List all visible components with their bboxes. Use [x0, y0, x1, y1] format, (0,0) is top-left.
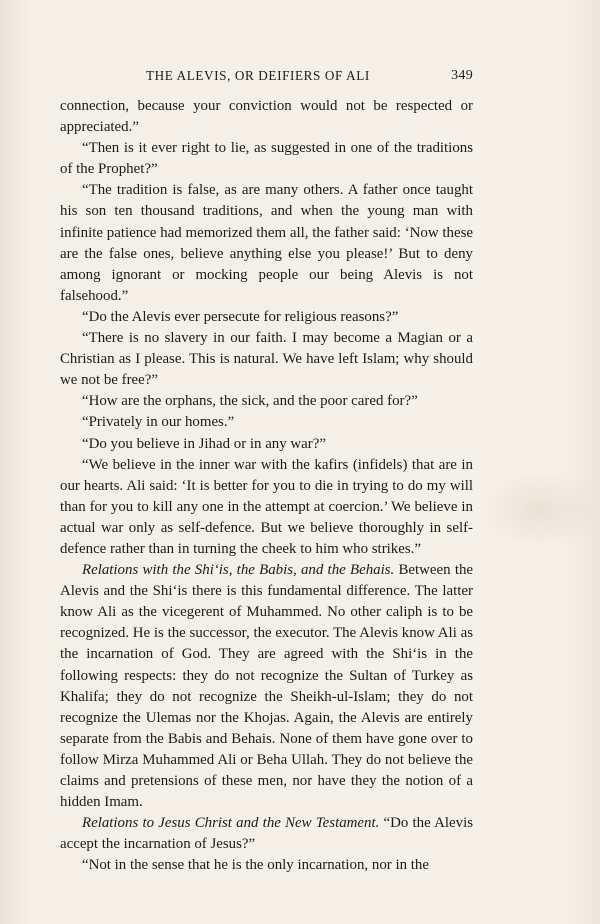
paragraph-slavery-answer: “There is no slavery in our faith. I may become a Magian or a Christian as I please. This is natural. We have left Islam; why should we not be free?”	[60, 330, 473, 389]
section-text-jesus: “Do the Alevis accept the incarnation of Jesus?”	[60, 815, 473, 853]
paragraph-relations-shiis	[60, 560, 473, 813]
body-text	[60, 96, 473, 876]
paragraph-continuation: connection, because your conviction would not be respected or appreciated.”	[60, 98, 473, 136]
section-heading-shiis: Relations with the Shi‘is, the Babis, and the Behais.	[82, 562, 395, 579]
paragraph-tradition-answer: “The tradition is false, as are many others. A father once taught his son ten thousand traditions, and when the young man with infinite patience had memorized them all, the father said: ‘Now these are the false ones, believe anything else you please!’ But to deny among ignorant or mocking people our being Alevis is not falsehood.”	[60, 182, 473, 304]
running-header	[60, 68, 473, 88]
paper-stain	[480, 470, 600, 550]
paragraph-relations-jesus	[60, 813, 473, 855]
paragraph-incarnation-answer: “Not in the sense that he is the only incarnation, nor in the	[82, 857, 429, 874]
running-title: THE ALEVIS, OR DEIFIERS OF ALI	[146, 68, 370, 83]
section-heading-jesus: Relations to Jesus Christ and the New Testament.	[82, 815, 380, 832]
paragraph-inner-war-answer: “We believe in the inner war with the kafirs (infidels) that are in our hearts. Ali said: ‘It is better for you to die in trying to do my will than for you to kill any one in the attempt at coercion.’ We believe in actual war only as self-defence. But we believe thoroughly in self-defence rather than in turning the cheek to him who strikes.”	[60, 456, 473, 557]
paragraph-jihad-question: “Do you believe in Jihad or in any war?”	[82, 435, 326, 452]
paragraph-persecution-question: “Do the Alevis ever persecute for religious reasons?”	[82, 308, 399, 325]
paragraph-homes-answer: “Privately in our homes.”	[82, 414, 235, 431]
page-number: 349	[451, 68, 473, 83]
paragraph-orphans-question: “How are the orphans, the sick, and the poor cared for?”	[82, 393, 418, 410]
section-text-shiis: Between the Alevis and the Shi‘is there is this fundamental difference. The latter know Ali as the vicegerent of Muhammed. No other caliph is to be recognized. He is the successor, the executor. The Alevis know Ali as the incarnation of God. They are agreed with the Shi‘is in the following respects: they do not recognize the Sultan of Turkey as Khalifa; they do not recognize the Sheikh-ul-Islam; they do not recognize the Ulemas nor the Khojas. Again, the Alevis are entirely separate from the Babis and Behais. None of them have gone over to follow Mirza Muhammed Ali or Beha Ullah. They do not believe the claims and pretensions of these men, nor have they the notion of a hidden Imam.	[60, 562, 474, 811]
paragraph-lie-question: “Then is it ever right to lie, as suggested in one of the traditions of the Prophet?”	[60, 140, 473, 178]
